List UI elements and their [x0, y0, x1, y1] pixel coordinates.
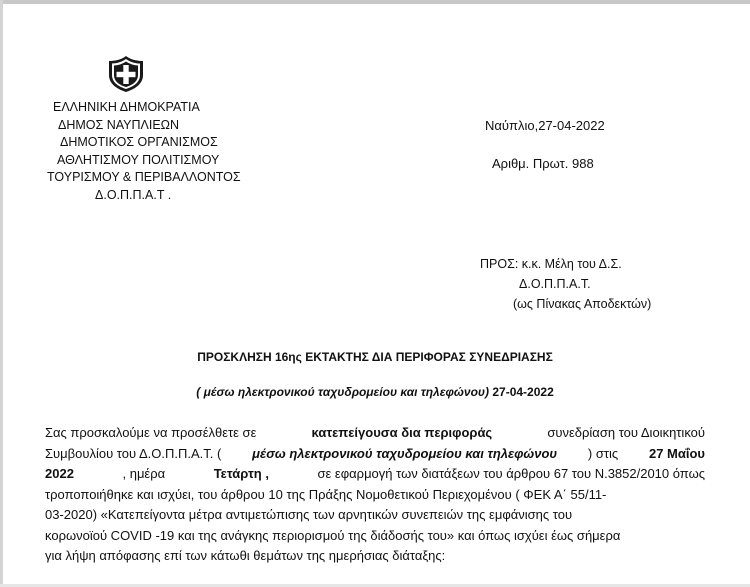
greek-coat-of-arms-icon: [107, 55, 145, 93]
page-left-edge: [0, 0, 3, 587]
protocol-number: Αριθμ. Πρωτ. 988: [492, 156, 594, 171]
body-line: [45, 526, 705, 547]
document-title: ΠΡΟΣΚΛΗΣΗ 16ης ΕΚΤΑΚΤΗΣ ΔΙΑ ΠΕΡΙΦΟΡΑΣ ΣΥΝΕΔΡΙΑΣΗΣ: [197, 350, 553, 364]
body-bold-text: κατεπείγουσα δια περιφοράς: [311, 425, 493, 440]
subtitle-method: ( μέσω ηλεκτρονικού ταχυδρομείου και τηλεφώνου): [196, 385, 490, 399]
body-text: , ημέρα: [122, 466, 166, 481]
page-top-edge: [0, 0, 750, 4]
body-text: 03-2020) «Κατεπείγοντα μέτρα αντιμετώπισης των αρνητικών συνεπειών της εμφάνισης του: [45, 507, 573, 522]
body-text: Σας προσκαλούμε να προσέλθετε σε: [45, 425, 257, 440]
recipient-line-org: Δ.Ο.Π.Π.Α.Τ.: [519, 277, 591, 291]
meeting-date: 27 Μαΐου: [648, 445, 705, 461]
place-date: Ναύπλιο,27-04-2022: [485, 118, 605, 133]
body-text: σε εφαρμογή των διατάξεων του άρθρου 67 του Ν.3852/2010 όπως: [317, 466, 705, 481]
issuer-line-acronym: Δ.Ο.Π.Π.Α.Τ .: [95, 187, 172, 202]
issuer-line-sports-culture: ΑΘΛΗΤΙΣΜΟΥ ΠΟΛΙΤΙΣΜΟΥ: [57, 152, 220, 167]
body-line: [45, 505, 705, 526]
subtitle-date: 27-04-2022: [489, 385, 554, 399]
meeting-year: 2022: [45, 466, 74, 481]
body-line: [45, 485, 705, 506]
issuer-block: [45, 99, 265, 204]
body-text: τροποποιήθηκε και ισχύει, του άρθρου 10 της Πράξης Νομοθετικού Περιεχομένου ( ΦΕΚ Α΄ 55/11-: [45, 486, 607, 502]
recipient-line-to: ΠΡΟΣ: κ.κ. Μέλη του Δ.Σ.: [480, 257, 622, 271]
body-text: Συμβουλίου του Δ.Ο.Π.Π.Α.Τ. (: [45, 445, 222, 461]
issuer-line-tourism-environment: ΤΟΥΡΙΣΜΟΥ & ΠΕΡΙΒΑΛΛΟΝΤΟΣ: [47, 170, 241, 184]
recipient-line-list: (ως Πίνακας Αποδεκτών): [513, 297, 652, 311]
body-text: συνεδρίαση του Διοικητικού: [547, 425, 705, 440]
body-bold-italic-text: μέσω ηλεκτρονικού ταχυδρομείου και τηλεφώνου: [252, 445, 558, 461]
body-text: κορωνοϊού COVID -19 και της ανάγκης περιορισμού της διάδοσής του» και όπως ισχύει έως σήμερα: [45, 527, 621, 543]
body-text: για λήψη απόφασης επί των κάτωθι θεμάτων της ημερήσιας διάταξης:: [45, 548, 446, 563]
issuer-line-organization: ΔΗΜΟΤΙΚΟΣ ΟΡΓΑΝΙΣΜΟΣ: [60, 135, 218, 149]
body-paragraph: [45, 423, 705, 567]
body-text: ) στις: [587, 445, 619, 461]
issuer-line-municipality: ΔΗΜΟΣ ΝΑΥΠΛΙΕΩΝ: [58, 117, 180, 132]
body-line: [45, 464, 705, 485]
recipient-block: [480, 254, 651, 314]
meeting-weekday: Τετάρτη ,: [213, 466, 269, 481]
body-line: [45, 423, 705, 444]
document-subtitle: [0, 385, 750, 399]
issuer-line-republic: ΕΛΛΗΝΙΚΗ ΔΗΜΟΚΡΑΤΙΑ: [53, 100, 200, 114]
body-line: [45, 444, 705, 465]
body-line: [45, 546, 705, 567]
